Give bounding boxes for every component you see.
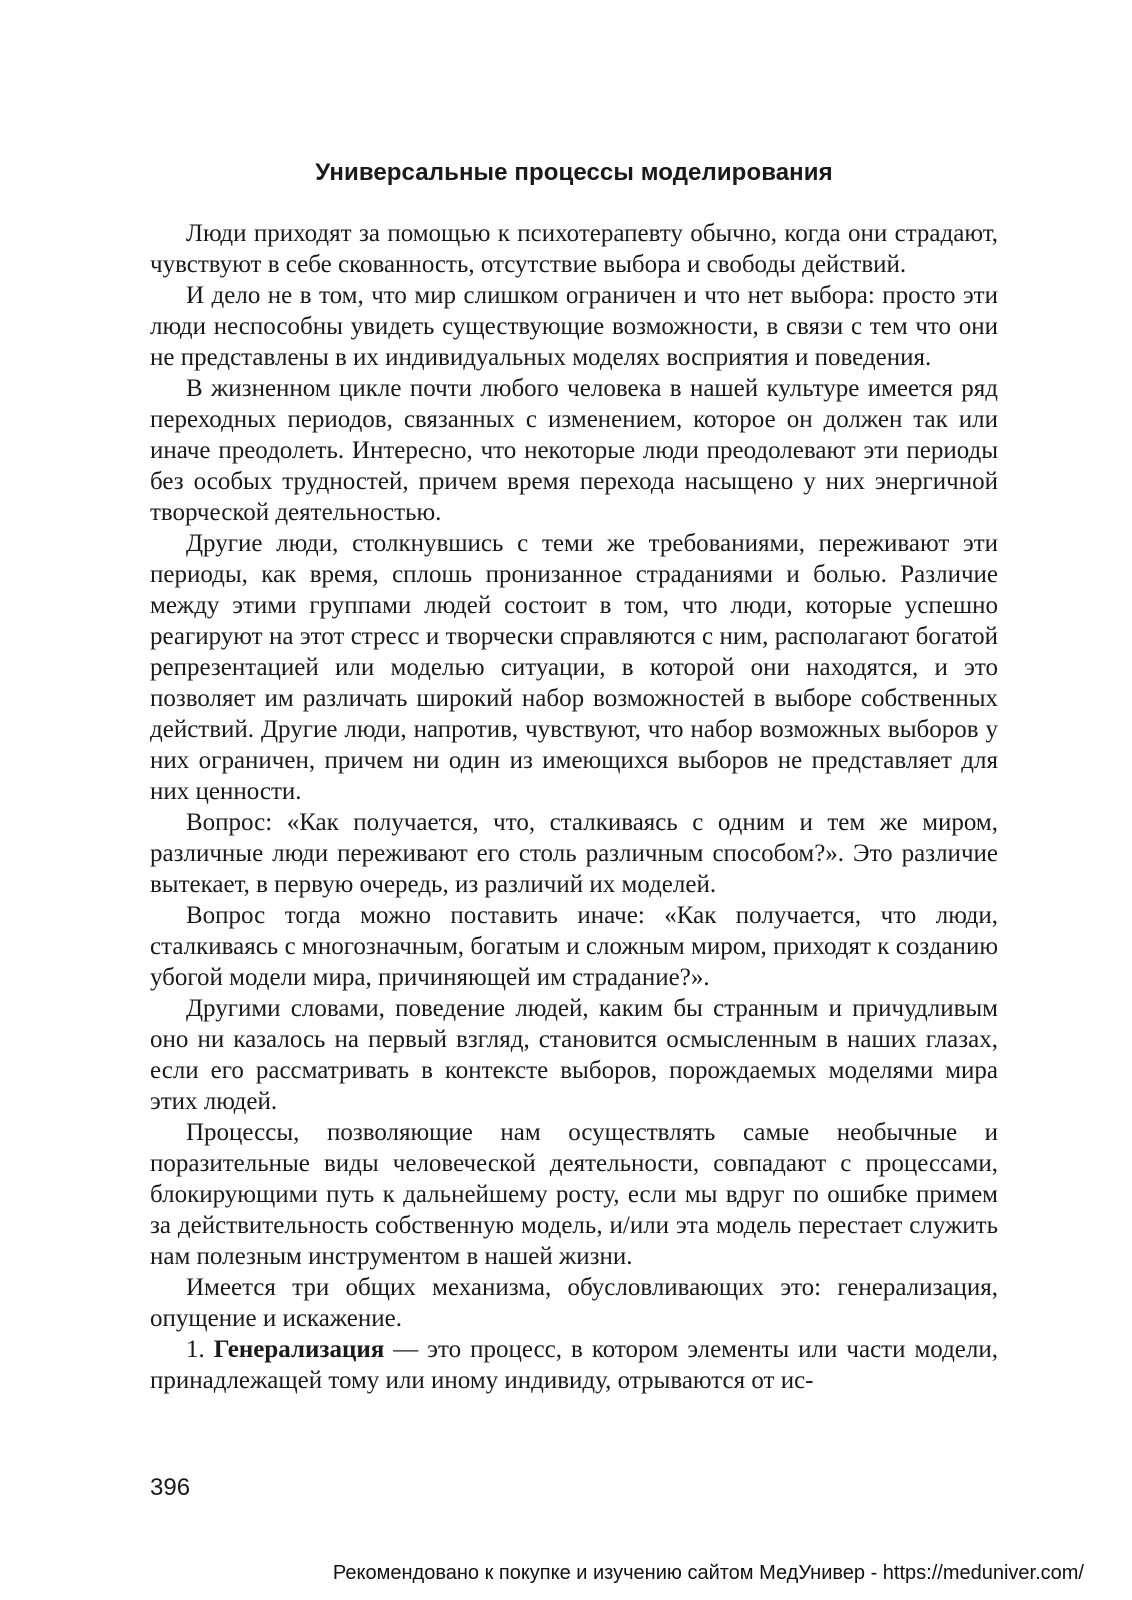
- definition-text: — это процесс, в котором элементы или части модели, принадлежащей тому или иному индивиду, отрываются от ис-: [150, 1336, 998, 1394]
- paragraph: Вопрос: «Как получается, что, сталкиваясь с одним и тем же миром, различные люди переживают его столь различным способом?». Это различие вытекает, в первую очередь, из различий их моделей.: [150, 809, 998, 898]
- paragraph: В жизненном цикле почти любого человека в нашей культуре имеется ряд переходных периодов, связанных с изменением, которое он должен так или иначе преодолеть. Интересно, что некоторые люди преодолевают эти периоды без особых трудностей, причем время перехода насыщено у них энергичной творческой деятельностью.: [150, 375, 998, 526]
- body-text: [150, 218, 998, 1396]
- paragraph: Другими словами, поведение людей, каким бы странным и причудливым оно ни казалось на первый взгляд, становится осмысленным в наших глазах, если его рассматривать в контексте выборов, порождаемых моделями мира этих людей.: [150, 995, 998, 1115]
- list-number: 1.: [186, 1336, 214, 1363]
- defined-term: Генерализация: [213, 1336, 385, 1363]
- paragraph: Другие люди, столкнувшись с теми же требованиями, переживают эти периоды, как время, сплошь пронизанное страданиями и болью. Различие между этими группами людей состоит в том, что люди, которые успешно реагируют на этот стресс и творчески справляются с ним, располагают богатой репрезентацией или моделью ситуации, в которой они находятся, и это позволяет им различать широкий набор возможностей в выборе собственных действий. Другие люди, напротив, чувствуют, что набор возможных выборов у них ограничен, причем ни один из имеющихся выборов не представляет для них ценности.: [150, 530, 998, 805]
- paragraph: Люди приходят за помощью к психотерапевту обычно, когда они страдают, чувствуют в себе скованность, отсутствие выбора и свободы действий.: [150, 220, 998, 278]
- page-number: 396: [150, 1474, 191, 1501]
- paragraph: Имеется три общих механизма, обусловливающих это: генерализация, опущение и искажение.: [150, 1274, 998, 1332]
- section-title: Универсальные процессы моделирования: [315, 159, 833, 186]
- paragraph: И дело не в том, что мир слишком ограничен и что нет выбора: просто эти люди неспособны увидеть существующие возможности, в связи с тем что они не представлены в их индивидуальных моделях восприятия и поведения.: [150, 282, 998, 371]
- footer-watermark-text: Рекомендовано к покупке и изучению сайтом МедУнивер - https://meduniver.com/: [332, 1562, 1084, 1584]
- book-page: [150, 0, 998, 1600]
- paragraph: Процессы, позволяющие нам осуществлять самые необычные и поразительные виды человеческой деятельности, совпадают с процессами, блокирующими путь к дальнейшему росту, если мы вдруг по ошибке примем за действительность собственную модель, и/или эта модель перестает служить нам полезным инструментом в нашей жизни.: [150, 1119, 998, 1270]
- paragraph: Вопрос тогда можно поставить иначе: «Как получается, что люди, сталкиваясь с многозначным, богатым и сложным миром, приходят к созданию убогой модели мира, причиняющей им страдание?».: [150, 902, 998, 991]
- definition-paragraph: [150, 1334, 998, 1396]
